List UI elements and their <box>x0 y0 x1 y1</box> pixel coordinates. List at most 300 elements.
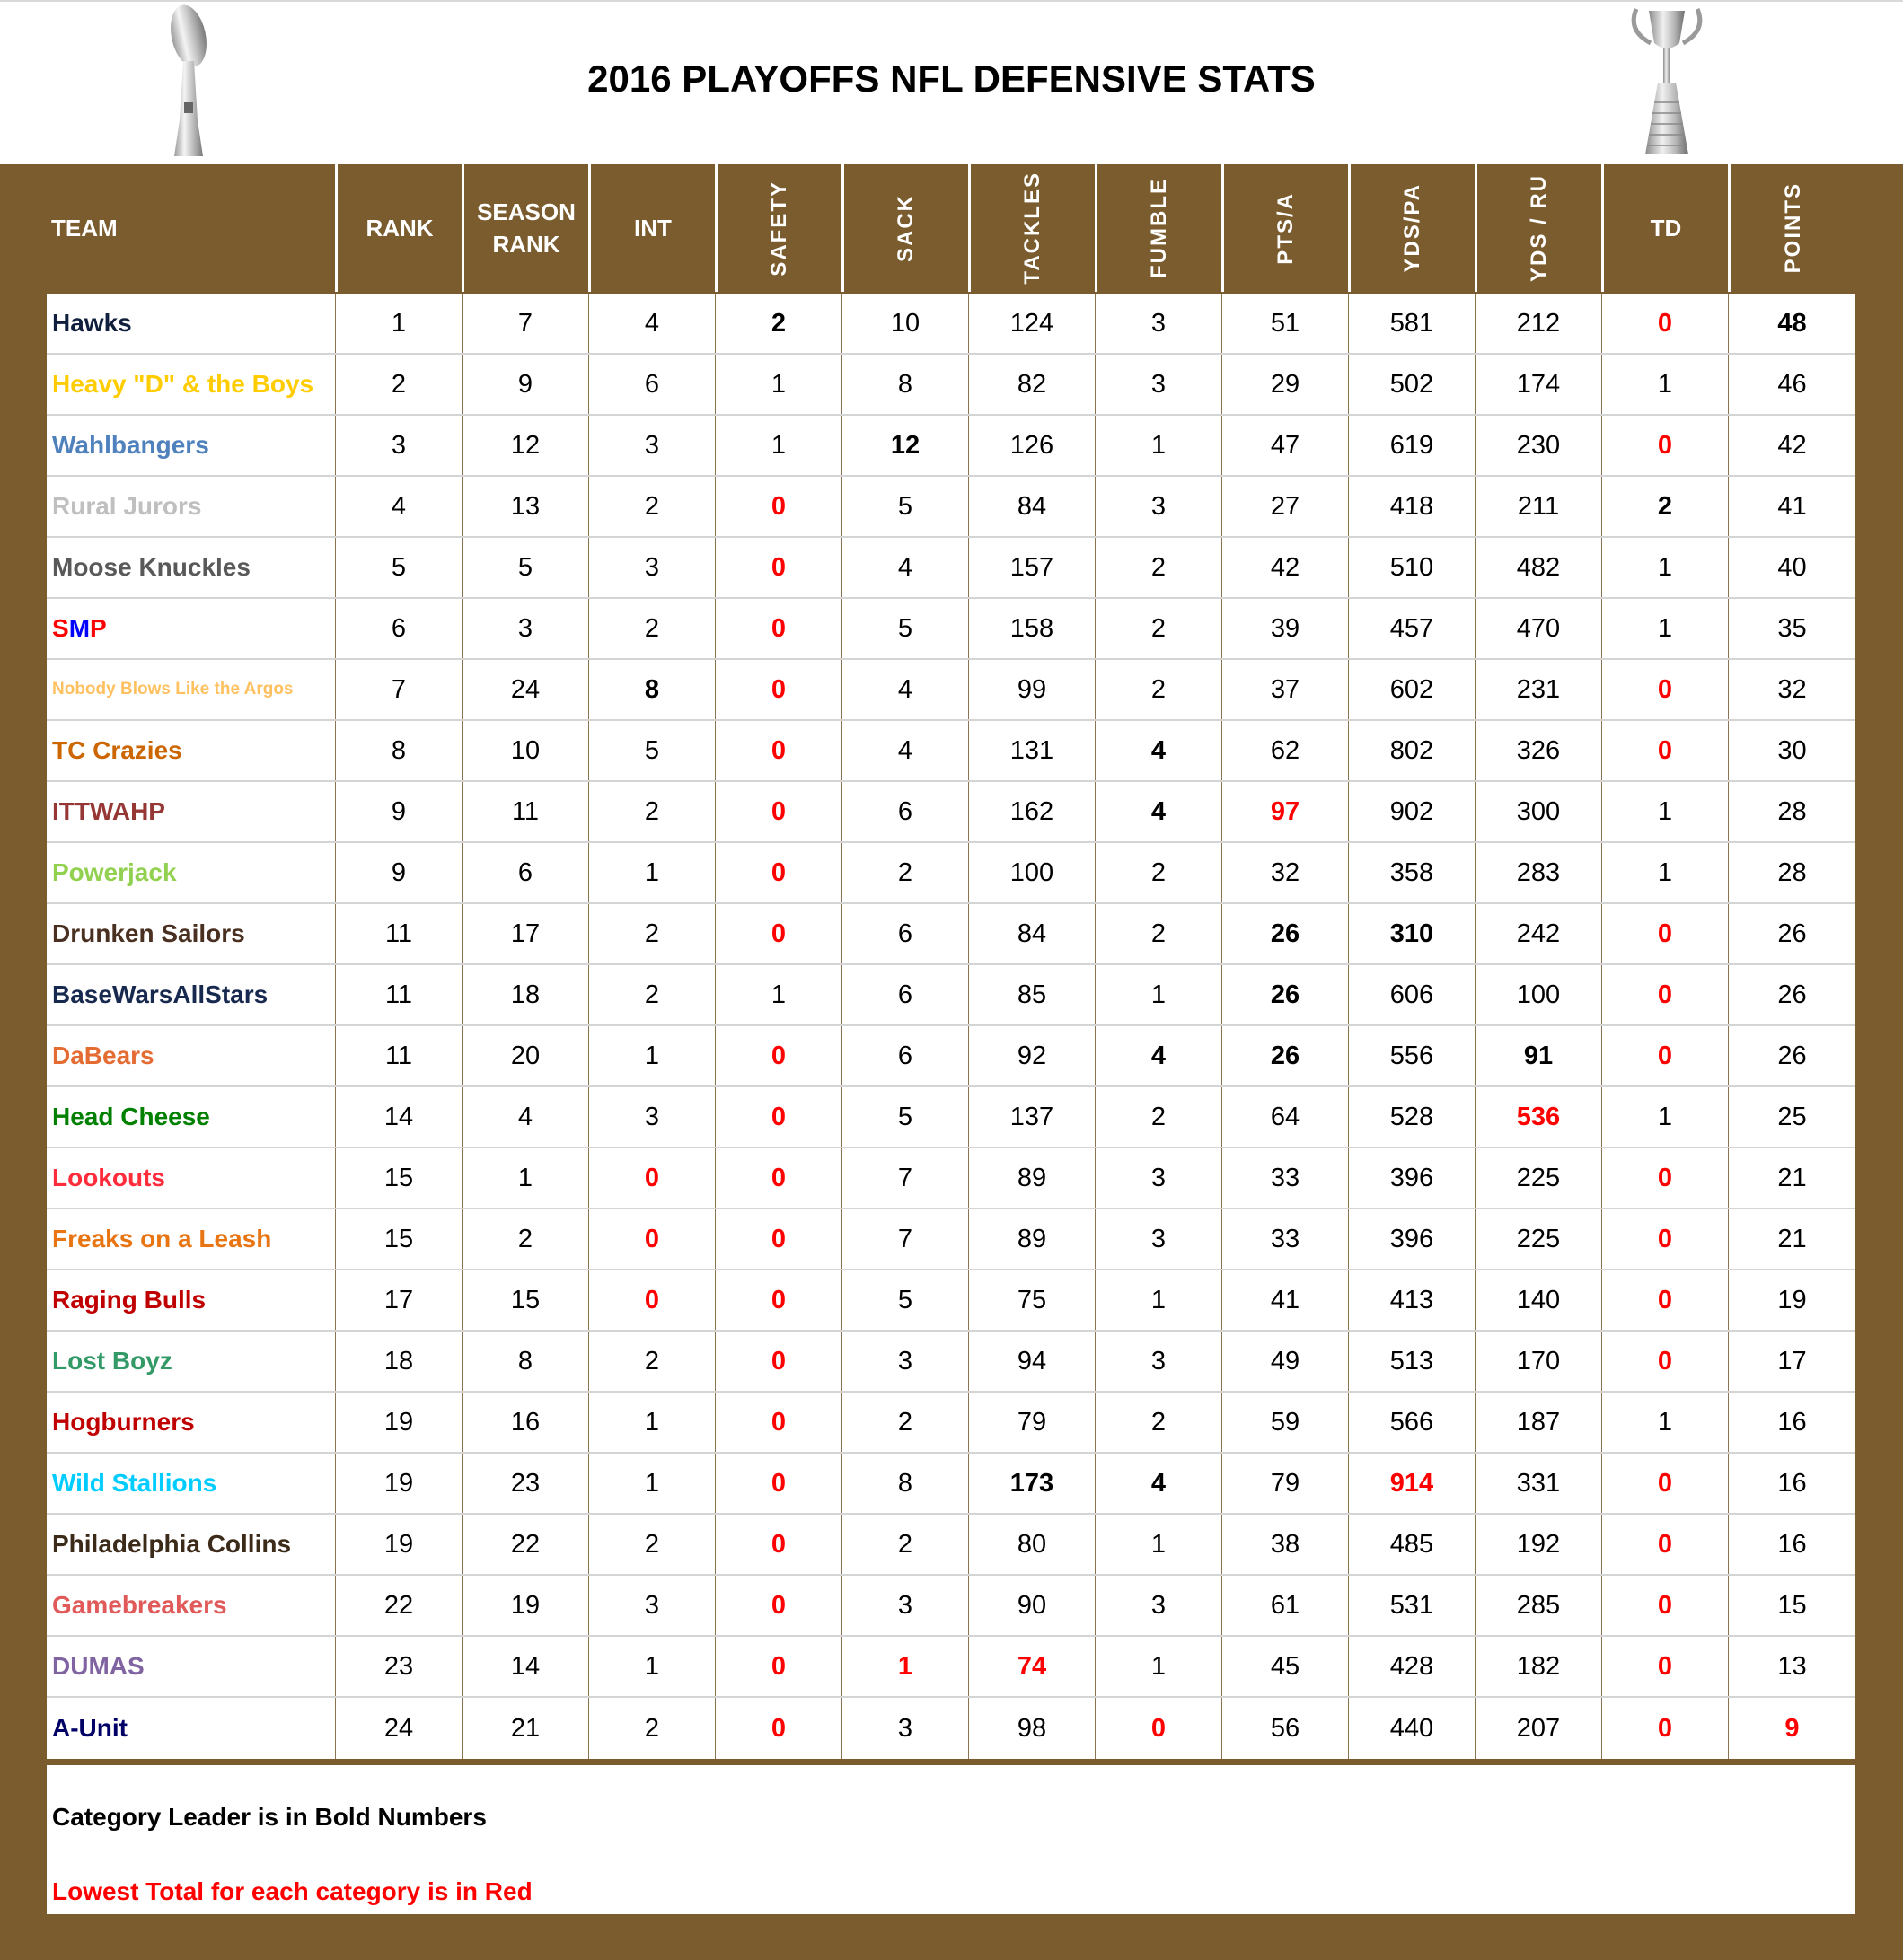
table-row <box>47 416 1855 477</box>
stat-cell-season-rank: 6 <box>463 843 589 902</box>
stat-cell-pts-a: 26 <box>1222 1026 1349 1085</box>
stat-cell-yds-pa: 619 <box>1349 416 1476 475</box>
stat-cell-fumble: 1 <box>1096 416 1222 475</box>
stat-cell-season-rank: 9 <box>463 355 589 414</box>
stat-cell-yds-pa: 566 <box>1349 1393 1476 1452</box>
stat-cell-rank: 5 <box>336 538 463 597</box>
stat-cell-rank: 6 <box>336 599 463 658</box>
stat-cell-rank: 7 <box>336 660 463 719</box>
stat-cell-sack: 2 <box>842 1393 969 1452</box>
stat-cell-pts-a: 51 <box>1222 294 1349 353</box>
table-row <box>47 843 1855 904</box>
stat-cell-points: 21 <box>1777 1163 1807 1192</box>
stat-cell-sack: 3 <box>842 1576 969 1635</box>
stat-cell-yds-pa: 902 <box>1349 782 1476 841</box>
team-name: Hogburners <box>47 1393 336 1452</box>
table-row <box>47 1393 1855 1454</box>
stat-cell-rank: 15 <box>336 1209 463 1269</box>
team-name-part: P <box>90 614 107 642</box>
stat-cell-points: 13 <box>1777 1651 1807 1681</box>
stat-cell-td: 1 <box>1602 355 1729 414</box>
stat-cell-yds-pa: 428 <box>1349 1637 1476 1696</box>
stat-cell-int: 2 <box>589 965 716 1024</box>
stat-cell-yds-ru: 231 <box>1476 660 1602 719</box>
stat-cell-yds-ru: 230 <box>1476 416 1602 475</box>
stat-cell-rank: 1 <box>336 294 463 353</box>
stat-cell-int: 2 <box>589 1332 716 1391</box>
stat-cell-points: 16 <box>1777 1468 1807 1498</box>
table-row <box>47 1270 1855 1332</box>
stat-cell-td: 1 <box>1602 538 1729 597</box>
header-team[interactable]: TEAM <box>0 164 338 292</box>
stat-cell-sack: 4 <box>842 660 969 719</box>
stat-cell-int: 3 <box>589 416 716 475</box>
stat-cell-int: 2 <box>589 1515 716 1574</box>
stat-cell-td: 0 <box>1602 1332 1729 1391</box>
stat-cell-yds-ru: 91 <box>1476 1026 1602 1085</box>
stat-cell-points: 15 <box>1777 1590 1807 1620</box>
title-bar <box>0 0 1903 164</box>
stat-cell-sack: 1 <box>842 1637 969 1696</box>
stat-cell-safety: 0 <box>716 1698 842 1759</box>
stat-cell-sack: 8 <box>842 355 969 414</box>
stat-cell-int: 1 <box>589 843 716 902</box>
team-name: DaBears <box>47 1026 336 1085</box>
stat-cell-rank: 18 <box>336 1332 463 1391</box>
stat-cell-int: 1 <box>589 1393 716 1452</box>
stat-cell-points: 9 <box>1784 1713 1800 1743</box>
stat-cell-season-rank: 7 <box>463 294 589 353</box>
stat-cell-yds-ru: 482 <box>1476 538 1602 597</box>
stat-cell-fumble: 4 <box>1096 721 1222 780</box>
stat-cell-pts-a: 79 <box>1222 1454 1349 1513</box>
stat-cell-tackles: 162 <box>969 782 1096 841</box>
stat-cell-safety: 0 <box>716 782 842 841</box>
stat-cell-safety: 0 <box>716 599 842 658</box>
stat-cell-sack: 5 <box>842 477 969 536</box>
stat-cell-pts-a: 26 <box>1222 904 1349 963</box>
header-td[interactable]: TD <box>1604 164 1731 292</box>
stat-cell-fumble: 2 <box>1096 904 1222 963</box>
table-row <box>47 904 1855 965</box>
stat-cell-int: 2 <box>589 599 716 658</box>
stat-cell-yds-ru: 331 <box>1476 1454 1602 1513</box>
stat-cell-int: 2 <box>589 477 716 536</box>
team-name: Lookouts <box>47 1148 336 1208</box>
header-int[interactable]: INT <box>591 164 718 292</box>
stat-cell-int: 0 <box>589 1209 716 1269</box>
stat-cell-pts-a: 38 <box>1222 1515 1349 1574</box>
stat-cell-safety: 0 <box>716 721 842 780</box>
stat-cell-fumble: 4 <box>1096 1026 1222 1085</box>
stat-cell-rank: 17 <box>336 1270 463 1330</box>
stat-cell-safety: 0 <box>716 1209 842 1269</box>
team-name: ITTWAHP <box>47 782 336 841</box>
stat-cell-yds-pa: 457 <box>1349 599 1476 658</box>
stat-cell-int: 1 <box>589 1026 716 1085</box>
stat-cell-int: 2 <box>589 782 716 841</box>
stat-cell-int: 3 <box>589 1087 716 1147</box>
stat-cell-season-rank: 15 <box>463 1270 589 1330</box>
stat-cell-sack: 6 <box>842 965 969 1024</box>
stat-cell-tackles: 79 <box>969 1393 1096 1452</box>
team-name: Wild Stallions <box>47 1454 336 1513</box>
stat-cell-safety: 0 <box>716 1332 842 1391</box>
stat-cell-safety: 1 <box>716 355 842 414</box>
stat-cell-td: 0 <box>1602 416 1729 475</box>
stat-cell-fumble: 3 <box>1096 477 1222 536</box>
stat-cell-sack: 4 <box>842 538 969 597</box>
stat-cell-yds-pa: 440 <box>1349 1698 1476 1759</box>
stat-cell-points: 19 <box>1777 1285 1807 1314</box>
stat-cell-rank: 2 <box>336 355 463 414</box>
stat-cell-yds-pa: 914 <box>1349 1454 1476 1513</box>
stat-cell-pts-a: 59 <box>1222 1393 1349 1452</box>
stat-cell-yds-ru: 100 <box>1476 965 1602 1024</box>
stat-cell-yds-pa: 581 <box>1349 294 1476 353</box>
stat-cell-fumble: 3 <box>1096 1576 1222 1635</box>
team-name: BaseWarsAllStars <box>47 965 336 1024</box>
header-tackles[interactable] <box>971 164 1097 292</box>
stat-cell-yds-pa: 602 <box>1349 660 1476 719</box>
stat-cell-points: 41 <box>1777 491 1807 521</box>
table-row <box>47 721 1855 782</box>
header-fumble[interactable] <box>1097 164 1224 292</box>
stat-cell-season-rank: 8 <box>463 1332 589 1391</box>
stat-cell-yds-pa: 485 <box>1349 1515 1476 1574</box>
stat-cell-pts-a: 62 <box>1222 721 1349 780</box>
stat-cell-yds-ru: 326 <box>1476 721 1602 780</box>
table-row <box>47 1148 1855 1209</box>
team-name-part: M <box>68 614 91 642</box>
stat-cell-season-rank: 4 <box>463 1087 589 1147</box>
stat-cell-fumble: 3 <box>1096 294 1222 353</box>
stat-cell-season-rank: 5 <box>463 538 589 597</box>
stat-cell-season-rank: 19 <box>463 1576 589 1635</box>
header-safety-label: SAFETY <box>767 180 791 277</box>
team-name: Head Cheese <box>47 1087 336 1147</box>
stat-cell-fumble: 3 <box>1096 1148 1222 1208</box>
stat-cell-td: 0 <box>1602 1270 1729 1330</box>
stat-cell-td: 1 <box>1602 843 1729 902</box>
stat-cell-tackles: 124 <box>969 294 1096 353</box>
stat-cell-sack: 2 <box>842 843 969 902</box>
stat-cell-pts-a: 61 <box>1222 1576 1349 1635</box>
page-title: 2016 PLAYOFFS NFL DEFENSIVE STATS <box>587 57 1316 100</box>
team-name: Hawks <box>47 294 336 353</box>
stat-cell-int: 1 <box>589 1637 716 1696</box>
stat-cell-sack: 7 <box>842 1148 969 1208</box>
table-row <box>47 1637 1855 1698</box>
team-name: TC Crazies <box>47 721 336 780</box>
stat-cell-int: 2 <box>589 904 716 963</box>
stat-cell-season-rank: 11 <box>463 782 589 841</box>
stat-cell-yds-pa: 513 <box>1349 1332 1476 1391</box>
stat-cell-safety: 0 <box>716 1270 842 1330</box>
stat-cell-int: 0 <box>589 1148 716 1208</box>
table-row <box>47 1026 1855 1087</box>
stat-cell-pts-a: 37 <box>1222 660 1349 719</box>
stat-cell-pts-a: 41 <box>1222 1270 1349 1330</box>
team-name: Lost Boyz <box>47 1332 336 1391</box>
stat-cell-points: 46 <box>1777 369 1807 399</box>
stat-cell-pts-a: 42 <box>1222 538 1349 597</box>
table-row <box>47 599 1855 660</box>
stat-cell-points: 30 <box>1777 735 1807 765</box>
stat-cell-rank: 19 <box>336 1393 463 1452</box>
stat-cell-td: 0 <box>1602 1209 1729 1269</box>
table-row <box>47 355 1855 416</box>
stat-cell-sack: 5 <box>842 599 969 658</box>
stat-cell-season-rank: 22 <box>463 1515 589 1574</box>
stat-cell-points: 32 <box>1777 674 1807 704</box>
stat-cell-td: 0 <box>1602 1515 1729 1574</box>
stat-cell-yds-pa: 802 <box>1349 721 1476 780</box>
stat-cell-td: 1 <box>1602 782 1729 841</box>
team-name: Rural Jurors <box>47 477 336 536</box>
stat-cell-rank: 22 <box>336 1576 463 1635</box>
legend-notes <box>47 1765 1855 1914</box>
stat-cell-tackles: 157 <box>969 538 1096 597</box>
stat-cell-rank: 4 <box>336 477 463 536</box>
stat-cell-tackles: 126 <box>969 416 1096 475</box>
stat-cell-season-rank: 20 <box>463 1026 589 1085</box>
stat-cell-yds-pa: 502 <box>1349 355 1476 414</box>
stat-cell-tackles: 173 <box>969 1454 1096 1513</box>
table-row <box>47 660 1855 721</box>
stat-cell-safety: 0 <box>716 843 842 902</box>
stat-cell-yds-pa: 556 <box>1349 1026 1476 1085</box>
team-name <box>47 599 336 658</box>
header-points-label: POINTS <box>1780 182 1805 274</box>
stat-cell-safety: 0 <box>716 660 842 719</box>
stat-cell-safety: 0 <box>716 1148 842 1208</box>
table-row <box>47 1332 1855 1393</box>
stat-cell-tackles: 85 <box>969 965 1096 1024</box>
stat-cell-sack: 6 <box>842 904 969 963</box>
stat-cell-td: 0 <box>1602 660 1729 719</box>
stat-cell-yds-ru: 192 <box>1476 1515 1602 1574</box>
header-safety[interactable] <box>718 164 844 292</box>
table-header <box>0 164 1903 292</box>
stat-cell-td: 0 <box>1602 1026 1729 1085</box>
stat-cell-tackles: 92 <box>969 1026 1096 1085</box>
stat-cell-fumble: 2 <box>1096 660 1222 719</box>
stat-cell-yds-ru: 182 <box>1476 1637 1602 1696</box>
stat-cell-td: 1 <box>1602 1087 1729 1147</box>
stat-cell-td: 2 <box>1602 477 1729 536</box>
stat-cell-fumble: 3 <box>1096 1332 1222 1391</box>
stat-cell-sack: 3 <box>842 1698 969 1759</box>
stat-cell-safety: 0 <box>716 1637 842 1696</box>
bold-leader-note: Category Leader is in Bold Numbers <box>52 1803 487 1831</box>
table-row <box>47 965 1855 1026</box>
stat-cell-yds-ru: 187 <box>1476 1393 1602 1452</box>
stat-cell-points: 17 <box>1777 1346 1807 1376</box>
stat-cell-safety: 0 <box>716 1515 842 1574</box>
stat-cell-yds-ru: 300 <box>1476 782 1602 841</box>
stat-cell-pts-a: 29 <box>1222 355 1349 414</box>
stat-cell-int: 8 <box>589 660 716 719</box>
header-season-rank[interactable]: SEASON RANK <box>464 164 591 292</box>
stat-cell-safety: 0 <box>716 1576 842 1635</box>
stat-cell-td: 0 <box>1602 294 1729 353</box>
stat-cell-tackles: 80 <box>969 1515 1096 1574</box>
stat-cell-fumble: 3 <box>1096 355 1222 414</box>
red-lowest-note: Lowest Total for each category is in Red <box>52 1877 533 1905</box>
stat-cell-rank: 8 <box>336 721 463 780</box>
header-pts-a[interactable] <box>1224 164 1351 292</box>
stat-cell-points: 16 <box>1777 1529 1807 1559</box>
stat-cell-fumble: 1 <box>1096 1270 1222 1330</box>
stat-cell-yds-ru: 140 <box>1476 1270 1602 1330</box>
stat-cell-fumble: 2 <box>1096 1393 1222 1452</box>
team-name: Heavy "D" & the Boys <box>47 355 336 414</box>
stat-cell-tackles: 74 <box>969 1637 1096 1696</box>
lombardi-trophy-icon <box>160 4 217 163</box>
stat-cell-td: 1 <box>1602 599 1729 658</box>
stat-cell-points: 42 <box>1777 430 1807 460</box>
stat-cell-yds-ru: 225 <box>1476 1148 1602 1208</box>
stat-cell-yds-ru: 170 <box>1476 1332 1602 1391</box>
stat-cell-yds-ru: 285 <box>1476 1576 1602 1635</box>
stat-cell-rank: 11 <box>336 1026 463 1085</box>
stat-cell-yds-pa: 510 <box>1349 538 1476 597</box>
stat-cell-points: 28 <box>1777 857 1807 887</box>
stat-cell-safety: 0 <box>716 1026 842 1085</box>
stat-cell-sack: 3 <box>842 1332 969 1391</box>
stat-cell-int: 4 <box>589 294 716 353</box>
header-rank[interactable]: RANK <box>338 164 464 292</box>
stat-cell-yds-pa: 310 <box>1349 904 1476 963</box>
stat-cell-yds-ru: 242 <box>1476 904 1602 963</box>
stat-cell-yds-pa: 606 <box>1349 965 1476 1024</box>
stat-cell-td: 0 <box>1602 1454 1729 1513</box>
stat-cell-tackles: 84 <box>969 904 1096 963</box>
stat-cell-pts-a: 56 <box>1222 1698 1349 1759</box>
stat-cell-pts-a: 33 <box>1222 1209 1349 1269</box>
stat-cell-pts-a: 47 <box>1222 416 1349 475</box>
team-name: DUMAS <box>47 1637 336 1696</box>
stat-cell-rank: 23 <box>336 1637 463 1696</box>
header-fumble-label: FUMBLE <box>1147 178 1171 278</box>
header-yds-ru[interactable] <box>1477 164 1604 292</box>
stat-cell-sack: 6 <box>842 1026 969 1085</box>
stat-cell-td: 0 <box>1602 721 1729 780</box>
stat-cell-pts-a: 64 <box>1222 1087 1349 1147</box>
team-name: A-Unit <box>47 1698 336 1759</box>
stat-cell-yds-ru: 174 <box>1476 355 1602 414</box>
stat-cell-points: 48 <box>1777 308 1807 338</box>
stat-cell-fumble: 2 <box>1096 843 1222 902</box>
stat-cell-rank: 24 <box>336 1698 463 1759</box>
team-name-part: S <box>52 614 69 642</box>
stat-cell-sack: 12 <box>842 416 969 475</box>
stat-cell-sack: 5 <box>842 1087 969 1147</box>
stat-cell-sack: 6 <box>842 782 969 841</box>
stat-cell-fumble: 4 <box>1096 1454 1222 1513</box>
stat-cell-season-rank: 24 <box>463 660 589 719</box>
stat-cell-yds-pa: 358 <box>1349 843 1476 902</box>
team-name: Philadelphia Collins <box>47 1515 336 1574</box>
table-row <box>47 538 1855 599</box>
team-name: Freaks on a Leash <box>47 1209 336 1269</box>
stat-cell-season-rank: 10 <box>463 721 589 780</box>
stat-cell-season-rank: 1 <box>463 1148 589 1208</box>
stat-cell-pts-a: 39 <box>1222 599 1349 658</box>
team-name: Gamebreakers <box>47 1576 336 1635</box>
stat-cell-safety: 0 <box>716 904 842 963</box>
team-name: Nobody Blows Like the Argos <box>47 660 336 719</box>
stat-cell-yds-pa: 528 <box>1349 1087 1476 1147</box>
table-row <box>47 782 1855 843</box>
team-name: Raging Bulls <box>47 1270 336 1330</box>
stat-cell-season-rank: 16 <box>463 1393 589 1452</box>
stat-cell-fumble: 3 <box>1096 1209 1222 1269</box>
header-yds-pa-label: YDS/PA <box>1400 183 1424 273</box>
stat-cell-season-rank: 17 <box>463 904 589 963</box>
stat-cell-tackles: 94 <box>969 1332 1096 1391</box>
header-sack-label: SACK <box>894 193 918 262</box>
stat-cell-tackles: 100 <box>969 843 1096 902</box>
stat-cell-fumble: 1 <box>1096 965 1222 1024</box>
stat-cell-tackles: 82 <box>969 355 1096 414</box>
stat-cell-int: 1 <box>589 1454 716 1513</box>
stat-cell-yds-ru: 212 <box>1476 294 1602 353</box>
stat-cell-season-rank: 21 <box>463 1698 589 1759</box>
stat-cell-fumble: 1 <box>1096 1515 1222 1574</box>
stat-cell-safety: 2 <box>716 294 842 353</box>
header-tackles-label: TACKLES <box>1020 171 1044 285</box>
stat-cell-fumble: 2 <box>1096 538 1222 597</box>
stat-cell-rank: 11 <box>336 904 463 963</box>
stat-cell-tackles: 90 <box>969 1576 1096 1635</box>
stat-cell-pts-a: 45 <box>1222 1637 1349 1696</box>
stat-cell-fumble: 1 <box>1096 1637 1222 1696</box>
stat-cell-rank: 15 <box>336 1148 463 1208</box>
stat-cell-season-rank: 23 <box>463 1454 589 1513</box>
stat-cell-rank: 19 <box>336 1454 463 1513</box>
table-row <box>47 477 1855 538</box>
stat-cell-yds-ru: 211 <box>1476 477 1602 536</box>
stat-cell-int: 3 <box>589 1576 716 1635</box>
stat-cell-points: 26 <box>1777 1041 1807 1070</box>
header-yds-pa[interactable] <box>1351 164 1477 292</box>
table-row <box>47 1515 1855 1576</box>
header-points[interactable] <box>1731 164 1855 292</box>
stat-cell-safety: 1 <box>716 416 842 475</box>
stat-cell-rank: 19 <box>336 1515 463 1574</box>
header-sack[interactable] <box>844 164 971 292</box>
stat-cell-pts-a: 97 <box>1222 782 1349 841</box>
stat-cell-points: 40 <box>1777 552 1807 582</box>
stat-cell-pts-a: 49 <box>1222 1332 1349 1391</box>
stat-cell-fumble: 4 <box>1096 782 1222 841</box>
stat-cell-td: 0 <box>1602 1576 1729 1635</box>
stat-cell-rank: 14 <box>336 1087 463 1147</box>
stat-cell-sack: 4 <box>842 721 969 780</box>
stat-cell-yds-pa: 418 <box>1349 477 1476 536</box>
stat-cell-yds-ru: 283 <box>1476 843 1602 902</box>
stat-cell-safety: 0 <box>716 1454 842 1513</box>
stat-cell-safety: 1 <box>716 965 842 1024</box>
stat-cell-td: 1 <box>1602 1393 1729 1452</box>
table-row <box>47 1698 1855 1759</box>
stat-cell-fumble: 2 <box>1096 599 1222 658</box>
stat-cell-points: 25 <box>1777 1102 1807 1131</box>
stat-cell-pts-a: 27 <box>1222 477 1349 536</box>
stat-cell-int: 2 <box>589 1698 716 1759</box>
